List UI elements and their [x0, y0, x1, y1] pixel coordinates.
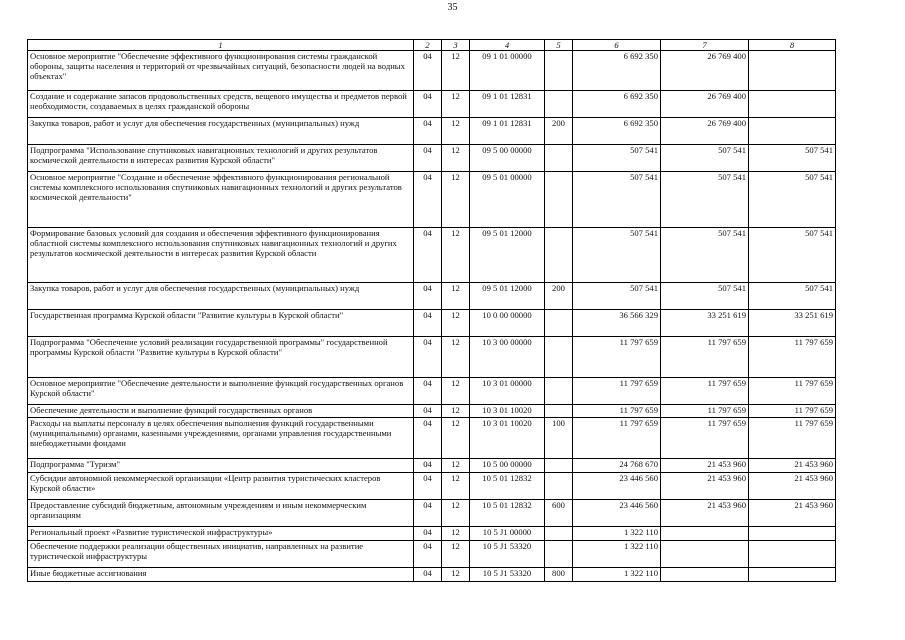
- amount-year2-cell: 11 797 659: [661, 405, 749, 418]
- name-cell: Субсидии автономной некоммерческой организации «Центр развития туристических кластеров Курской области»: [28, 473, 414, 500]
- vr-cell: [545, 228, 573, 283]
- amount-year1-cell: 11 797 659: [573, 378, 661, 405]
- amount-year2-cell: 26 769 400: [661, 91, 749, 118]
- rz-cell: 04: [414, 541, 442, 568]
- name-cell: Основное мероприятие "Создание и обеспечение эффективного функционирования региональной системы комплексного использования спутниковых навигационных технологий и других результатов космической деятельности": [28, 172, 414, 228]
- csr-cell: 09 5 01 12000: [470, 228, 545, 283]
- amount-year1-cell: 11 797 659: [573, 418, 661, 459]
- rz-cell: 04: [414, 145, 442, 172]
- name-cell: Основное мероприятие "Обеспечение деятельности и выполнение функций государственных органов Курской области": [28, 378, 414, 405]
- csr-cell: 09 5 00 00000: [470, 145, 545, 172]
- rz-cell: 04: [414, 568, 442, 582]
- vr-cell: [545, 51, 573, 91]
- table-body: [28, 51, 836, 582]
- csr-cell: 10 5 01 12832: [470, 500, 545, 527]
- amount-year2-cell: 507 541: [661, 145, 749, 172]
- header-col-4: 4: [470, 40, 545, 51]
- csr-cell: 09 1 01 12831: [470, 91, 545, 118]
- table-row: [28, 541, 836, 568]
- rz-cell: 04: [414, 283, 442, 310]
- amount-year3-cell: 21 453 960: [749, 473, 836, 500]
- amount-year3-cell: 507 541: [749, 283, 836, 310]
- rz-cell: 04: [414, 405, 442, 418]
- page-number: 35: [447, 2, 458, 13]
- name-cell: Обеспечение деятельности и выполнение функций государственных органов: [28, 405, 414, 418]
- vr-cell: [545, 405, 573, 418]
- vr-cell: [545, 172, 573, 228]
- name-cell: Подпрограмма "Использование спутниковых навигационных технологий и других результатов космической деятельности в интересах развития Курской области": [28, 145, 414, 172]
- amount-year3-cell: [749, 527, 836, 541]
- amount-year3-cell: [749, 51, 836, 91]
- table-row: [28, 459, 836, 473]
- amount-year2-cell: 21 453 960: [661, 473, 749, 500]
- csr-cell: 10 5 01 12832: [470, 473, 545, 500]
- name-cell: Подпрограмма "Обеспечение условий реализации государственной программы" государственной программы Курской области "Развитие культуры в Курской области": [28, 337, 414, 378]
- amount-year1-cell: 507 541: [573, 228, 661, 283]
- vr-cell: 600: [545, 500, 573, 527]
- pr-cell: 12: [442, 459, 470, 473]
- rz-cell: 04: [414, 527, 442, 541]
- amount-year2-cell: 21 453 960: [661, 459, 749, 473]
- rz-cell: 04: [414, 172, 442, 228]
- csr-cell: 10 3 00 00000: [470, 337, 545, 378]
- name-cell: Предоставление субсидий бюджетным, автономным учреждениям и иным некоммерческим организациям: [28, 500, 414, 527]
- name-cell: Создание и содержание запасов продовольственных средств, вещевого имущества и предметов первой необходимости, создаваемых в целях гражданской обороны: [28, 91, 414, 118]
- table-row: [28, 145, 836, 172]
- amount-year2-cell: 507 541: [661, 283, 749, 310]
- rz-cell: 04: [414, 91, 442, 118]
- amount-year1-cell: 6 692 350: [573, 91, 661, 118]
- amount-year2-cell: 26 769 400: [661, 51, 749, 91]
- amount-year2-cell: 507 541: [661, 172, 749, 228]
- table-row: [28, 568, 836, 582]
- pr-cell: 12: [442, 418, 470, 459]
- vr-cell: [545, 91, 573, 118]
- amount-year3-cell: 21 453 960: [749, 459, 836, 473]
- table-row: [28, 228, 836, 283]
- rz-cell: 04: [414, 228, 442, 283]
- vr-cell: [545, 378, 573, 405]
- table-row: [28, 91, 836, 118]
- amount-year2-cell: 26 769 400: [661, 118, 749, 145]
- name-cell: Обеспечение поддержки реализации общественных инициатив, направленных на развитие туристической инфраструктуры: [28, 541, 414, 568]
- rz-cell: 04: [414, 473, 442, 500]
- amount-year1-cell: 11 797 659: [573, 405, 661, 418]
- pr-cell: 12: [442, 228, 470, 283]
- amount-year2-cell: 21 453 960: [661, 500, 749, 527]
- csr-cell: 10 3 01 10020: [470, 418, 545, 459]
- pr-cell: 12: [442, 145, 470, 172]
- pr-cell: 12: [442, 172, 470, 228]
- csr-cell: 10 0 00 00000: [470, 310, 545, 337]
- pr-cell: 12: [442, 283, 470, 310]
- amount-year3-cell: 11 797 659: [749, 418, 836, 459]
- table-row: [28, 172, 836, 228]
- csr-cell: 09 5 01 12000: [470, 283, 545, 310]
- rz-cell: 04: [414, 310, 442, 337]
- pr-cell: 12: [442, 527, 470, 541]
- amount-year1-cell: 507 541: [573, 145, 661, 172]
- pr-cell: 12: [442, 568, 470, 582]
- amount-year2-cell: [661, 568, 749, 582]
- csr-cell: 09 1 01 12831: [470, 118, 545, 145]
- table-row: [28, 337, 836, 378]
- amount-year1-cell: 1 322 110: [573, 568, 661, 582]
- rz-cell: 04: [414, 51, 442, 91]
- table-row: [28, 405, 836, 418]
- vr-cell: [545, 337, 573, 378]
- amount-year3-cell: 11 797 659: [749, 378, 836, 405]
- csr-cell: 10 5 J1 53320: [470, 541, 545, 568]
- header-col-6: 6: [573, 40, 661, 51]
- amount-year3-cell: 11 797 659: [749, 337, 836, 378]
- name-cell: Закупка товаров, работ и услуг для обеспечения государственных (муниципальных) нужд: [28, 283, 414, 310]
- table-row: [28, 527, 836, 541]
- table-row: [28, 418, 836, 459]
- csr-cell: 09 5 01 00000: [470, 172, 545, 228]
- header-col-8: 8: [749, 40, 836, 51]
- table-row: [28, 283, 836, 310]
- amount-year2-cell: 507 541: [661, 228, 749, 283]
- amount-year1-cell: 24 768 670: [573, 459, 661, 473]
- amount-year1-cell: 1 322 110: [573, 527, 661, 541]
- header-col-2: 2: [414, 40, 442, 51]
- pr-cell: 12: [442, 378, 470, 405]
- csr-cell: 10 5 00 00000: [470, 459, 545, 473]
- vr-cell: [545, 459, 573, 473]
- name-cell: Подпрограмма "Туризм": [28, 459, 414, 473]
- amount-year2-cell: [661, 527, 749, 541]
- amount-year1-cell: 507 541: [573, 283, 661, 310]
- table-row: [28, 473, 836, 500]
- name-cell: Расходы на выплаты персоналу в целях обеспечения выполнения функций государственными (муниципальными) органами, казенными учреждениями, органами управления государственными внебюджетными фондами: [28, 418, 414, 459]
- table-row: [28, 378, 836, 405]
- rz-cell: 04: [414, 118, 442, 145]
- amount-year2-cell: 11 797 659: [661, 378, 749, 405]
- amount-year3-cell: 21 453 960: [749, 500, 836, 527]
- csr-cell: 10 3 01 00000: [470, 378, 545, 405]
- amount-year3-cell: 507 541: [749, 145, 836, 172]
- amount-year1-cell: 6 692 350: [573, 118, 661, 145]
- name-cell: Региональный проект «Развитие туристической инфраструктуры»: [28, 527, 414, 541]
- vr-cell: [545, 527, 573, 541]
- header-col-5: 5: [545, 40, 573, 51]
- amount-year1-cell: 23 446 560: [573, 473, 661, 500]
- amount-year1-cell: 507 541: [573, 172, 661, 228]
- amount-year1-cell: 23 446 560: [573, 500, 661, 527]
- amount-year1-cell: 11 797 659: [573, 337, 661, 378]
- name-cell: Государственная программа Курской области "Развитие культуры в Курской области": [28, 310, 414, 337]
- pr-cell: 12: [442, 405, 470, 418]
- table-row: [28, 51, 836, 91]
- table-row: [28, 310, 836, 337]
- amount-year1-cell: 6 692 350: [573, 51, 661, 91]
- vr-cell: 800: [545, 568, 573, 582]
- rz-cell: 04: [414, 500, 442, 527]
- vr-cell: [545, 310, 573, 337]
- header-col-7: 7: [661, 40, 749, 51]
- csr-cell: 10 5 J1 00000: [470, 527, 545, 541]
- pr-cell: 12: [442, 91, 470, 118]
- name-cell: Формирование базовых условий для создания и обеспечения эффективного функционирования областной системы комплексного использования спутниковых навигационных технологий и других результатов космической деятельности в интересах развития Курской области: [28, 228, 414, 283]
- csr-cell: 10 3 01 10020: [470, 405, 545, 418]
- rz-cell: 04: [414, 459, 442, 473]
- amount-year2-cell: [661, 541, 749, 568]
- amount-year3-cell: 507 541: [749, 172, 836, 228]
- vr-cell: 200: [545, 118, 573, 145]
- pr-cell: 12: [442, 51, 470, 91]
- vr-cell: [545, 473, 573, 500]
- vr-cell: 100: [545, 418, 573, 459]
- header-row: [28, 40, 836, 51]
- amount-year3-cell: 33 251 619: [749, 310, 836, 337]
- rz-cell: 04: [414, 378, 442, 405]
- amount-year2-cell: 11 797 659: [661, 418, 749, 459]
- vr-cell: [545, 541, 573, 568]
- name-cell: Закупка товаров, работ и услуг для обеспечения государственных (муниципальных) нужд: [28, 118, 414, 145]
- rz-cell: 04: [414, 418, 442, 459]
- amount-year3-cell: [749, 118, 836, 145]
- vr-cell: 200: [545, 283, 573, 310]
- pr-cell: 12: [442, 118, 470, 145]
- amount-year3-cell: 11 797 659: [749, 405, 836, 418]
- pr-cell: 12: [442, 541, 470, 568]
- name-cell: Иные бюджетные ассигнования: [28, 568, 414, 582]
- vr-cell: [545, 145, 573, 172]
- name-cell: Основное мероприятие "Обеспечение эффективного функционирования системы гражданской обороны, защиты населения и территорий от чрезвычайных ситуаций, безопасности людей на водных объектах": [28, 51, 414, 91]
- pr-cell: 12: [442, 473, 470, 500]
- amount-year3-cell: 507 541: [749, 228, 836, 283]
- header-col-1: 1: [28, 40, 414, 51]
- pr-cell: 12: [442, 310, 470, 337]
- budget-table: [27, 39, 836, 582]
- amount-year3-cell: [749, 541, 836, 568]
- amount-year2-cell: 33 251 619: [661, 310, 749, 337]
- amount-year3-cell: [749, 91, 836, 118]
- amount-year3-cell: [749, 568, 836, 582]
- amount-year1-cell: 1 322 110: [573, 541, 661, 568]
- csr-cell: 09 1 01 00000: [470, 51, 545, 91]
- header-col-3: 3: [442, 40, 470, 51]
- pr-cell: 12: [442, 337, 470, 378]
- amount-year1-cell: 36 566 329: [573, 310, 661, 337]
- pr-cell: 12: [442, 500, 470, 527]
- amount-year2-cell: 11 797 659: [661, 337, 749, 378]
- csr-cell: 10 5 J1 53320: [470, 568, 545, 582]
- table-row: [28, 118, 836, 145]
- rz-cell: 04: [414, 337, 442, 378]
- table-row: [28, 500, 836, 527]
